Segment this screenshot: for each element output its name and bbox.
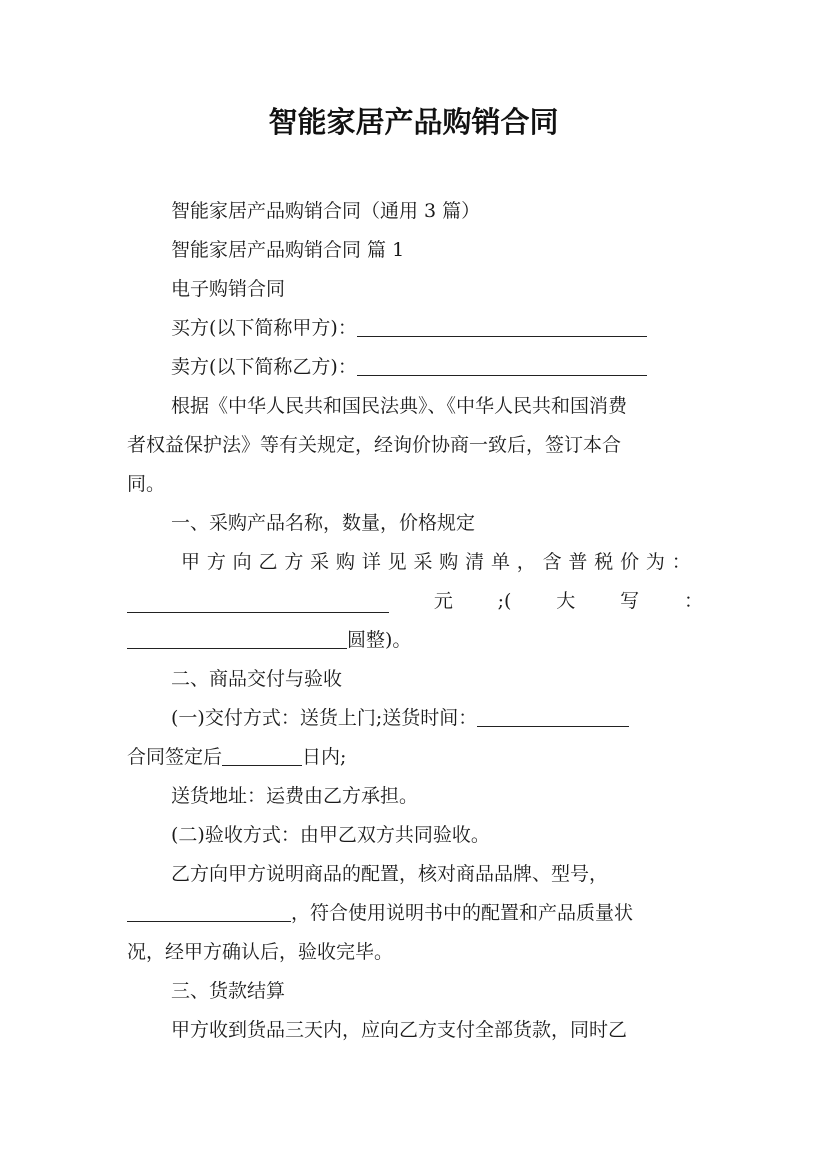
word: ： — [683, 590, 703, 612]
word: 写 — [620, 590, 640, 612]
word: 为 — [645, 551, 665, 573]
section-1-line-3 — [127, 628, 411, 652]
word: 采 — [413, 551, 433, 573]
delivery-method-text: (一)交付方式：送货上门;送货时间： — [171, 707, 478, 729]
word: 税 — [594, 551, 614, 573]
word: 采 — [310, 551, 330, 573]
word: 向 — [232, 551, 252, 573]
buyer-blank[interactable] — [357, 317, 647, 337]
delivery-days-blank[interactable] — [222, 746, 302, 766]
word: 普 — [568, 551, 588, 573]
price-blank[interactable] — [127, 593, 389, 613]
word: 甲 — [181, 551, 201, 573]
word: 方 — [284, 551, 304, 573]
payment-line-1: 甲方收到货品三天内，应向乙方支付全部货款，同时乙 — [171, 1019, 628, 1041]
seller-label: 卖方(以下简称乙方)： — [171, 356, 357, 378]
contract-name: 电子购销合同 — [171, 278, 286, 300]
preamble-line-3: 同。 — [127, 473, 166, 495]
word: 含 — [542, 551, 562, 573]
amount-in-words-blank[interactable] — [127, 629, 347, 649]
word: 购 — [335, 551, 355, 573]
seller-blank[interactable] — [357, 356, 647, 376]
acceptance-line-3 — [127, 901, 633, 925]
delivery-time-blank[interactable] — [477, 707, 629, 727]
model-blank[interactable] — [127, 902, 291, 922]
section-1-heading: 一、采购产品名称，数量，价格规定 — [171, 512, 476, 534]
word: 清 — [465, 551, 485, 573]
acceptance-line-1: (二)验收方式：由甲乙双方共同验收。 — [171, 824, 490, 846]
section-1-line-1 — [181, 550, 691, 574]
section-2-heading: 二、商品交付与验收 — [171, 668, 343, 690]
acceptance-line-4: 况，经甲方确认后，验收完毕。 — [127, 941, 394, 963]
word: ;( — [497, 590, 512, 612]
buyer-label: 买方(以下简称甲方)： — [171, 317, 357, 339]
delivery-days-prefix: 合同签定后 — [127, 746, 223, 768]
word: 方 — [206, 551, 226, 573]
delivery-line-1 — [171, 706, 629, 730]
word: 乙 — [258, 551, 278, 573]
word: 详 — [361, 551, 381, 573]
part-heading: 智能家居产品购销合同 篇 1 — [171, 239, 405, 261]
word: ： — [671, 551, 691, 573]
word: 单 — [490, 551, 510, 573]
document-title: 智能家居产品购销合同 — [268, 105, 559, 139]
word: 元 — [433, 590, 453, 612]
seller-line — [171, 355, 647, 379]
section-1-line-2 — [127, 589, 703, 613]
section-3-heading: 三、货款结算 — [171, 980, 286, 1002]
buyer-line — [171, 316, 647, 340]
acceptance-line-3-text: ，符合使用说明书中的配置和产品质量状 — [291, 902, 634, 924]
delivery-address: 送货地址：运费由乙方承担。 — [171, 785, 419, 807]
amount-tail: 圆整)。 — [347, 629, 412, 651]
delivery-days-suffix: 日内; — [302, 746, 347, 768]
word: 见 — [387, 551, 407, 573]
word: 购 — [439, 551, 459, 573]
document-subtitle: 智能家居产品购销合同（通用 3 篇） — [171, 200, 481, 222]
word: 大 — [556, 590, 576, 612]
delivery-line-2 — [127, 745, 346, 769]
preamble-line-1: 根据《中华人民共和国民法典》、《中华人民共和国消费 — [171, 395, 628, 417]
word: 价 — [620, 551, 640, 573]
preamble-line-2: 者权益保护法》等有关规定，经询价协商一致后，签订本合 — [127, 434, 622, 456]
acceptance-line-2: 乙方向甲方说明商品的配置，核对商品品牌、型号， — [171, 863, 609, 885]
word: ， — [516, 551, 536, 573]
